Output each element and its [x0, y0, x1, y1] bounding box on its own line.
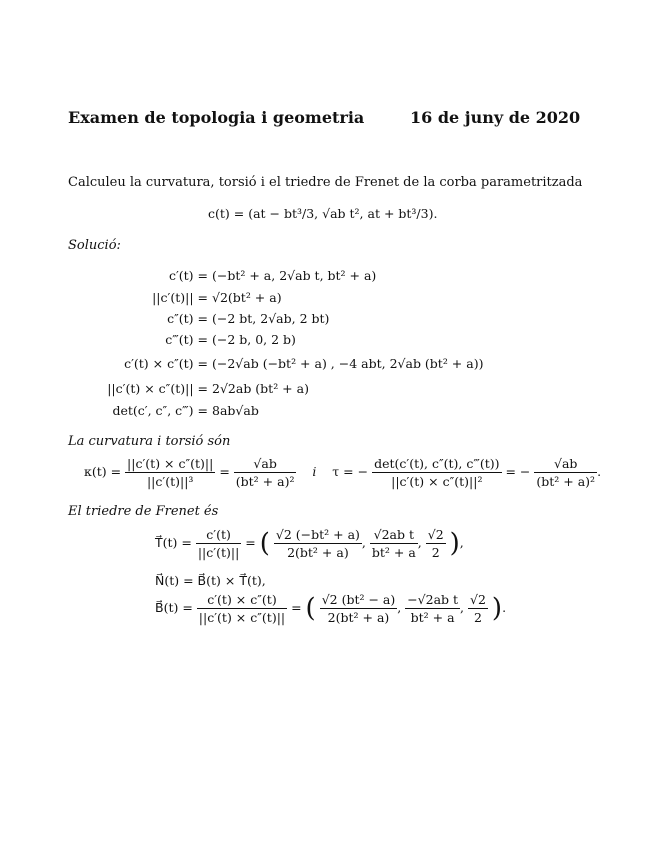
fraction [370, 527, 418, 560]
fraction [196, 527, 241, 560]
deriv-rhs: (−2√ab (−bt² + a) , −4 abt, 2√ab (bt² + a)) [212, 356, 484, 371]
deriv-rhs: (−bt² + a, 2√ab t, bt² + a) [212, 268, 377, 283]
fraction [125, 456, 215, 489]
binormal-equation: B⃗(t) = $\frac{c'(t) \times c''(t)}{||c'(t) \times c''(t)||}$ = ( $\frac{\text{√2 (bt² − a)}}{\text{2(bt² + a)}}$ , $\frac{\text{−√2ab t}}{\text{bt² + a}}$ , $\frac{√2}{2}$ ). [155, 592, 507, 625]
exam-title: Examen de topologia i geometria [68, 108, 365, 127]
numerator: −√2ab t [407, 592, 459, 607]
conjunction: i [312, 464, 317, 479]
deriv-rhs: (−2 b, 0, 2 b) [212, 332, 296, 347]
numerator: √ab [534, 456, 597, 473]
denominator: ||c′(t)||³ [146, 474, 194, 489]
denominator: bt² + a [371, 545, 416, 560]
frenet-label: El triedre de Frenet és [68, 504, 219, 519]
numerator: √2 (bt² − a) [321, 592, 396, 607]
numerator: c′(t) [196, 527, 241, 544]
fraction [274, 527, 362, 560]
deriv-lhs: ||c′(t)|| = [152, 290, 208, 305]
fraction [372, 456, 501, 489]
numerator: ||c′(t) × c″(t)|| [127, 456, 214, 471]
denominator: 2(bt² + a) [327, 610, 390, 625]
numerator: √2 [427, 527, 444, 542]
kappa-tau-equation: κ(t) = $\frac{||c'(t) \times c''(t)||}{\text{||c′(t)||³}}$ = $\frac{√ab}{\text{(bt² + a)²}}$ i τ = − $\frac{\det(c'(t), c''(t), c‴(t))}{\text{||c′(t) × c″(t)||²}}$ = − $\frac{√ab}{\text{(bt² + a)²}}$ . [84, 456, 602, 489]
curvature-label: La curvatura i torsió són [68, 434, 231, 449]
binormal-lhs: B⃗(t) = [155, 600, 193, 615]
numerator: det(c′(t), c″(t), c‴(t)) [374, 456, 500, 471]
tangent-equation: T⃗(t) = $\frac{c'(t)}{||c'(t)||}$ = ( $\frac{\text{√2 (−bt² + a)}}{\text{2(bt² + a)}}$ , $\frac{\text{√2ab t}}{\text{bt² + a}}$ , $\frac{√2}{2}$ ), [155, 527, 464, 560]
deriv-lhs: c″(t) = [167, 311, 208, 326]
deriv-lhs: c‴(t) = [165, 332, 208, 347]
fraction [468, 592, 488, 625]
deriv-lhs: det(c′, c″, c‴) = [112, 403, 208, 418]
fraction [234, 456, 297, 489]
kappa-lhs: κ(t) = [84, 464, 122, 479]
denominator: 2 [431, 545, 440, 560]
numerator: √2ab t [370, 527, 418, 544]
numerator: √ab [234, 456, 297, 473]
numerator: √2 [470, 592, 486, 607]
tau-lhs: τ = − [332, 464, 369, 479]
fraction [320, 592, 398, 625]
denominator: (bt² + a)² [536, 474, 596, 489]
exam-date: 16 de juny de 2020 [410, 108, 581, 127]
fraction [426, 527, 446, 560]
deriv-rhs: 2√2ab (bt² + a) [212, 381, 309, 396]
fraction [197, 592, 287, 625]
deriv-lhs: ||c′(t) × c″(t)|| = [107, 381, 208, 396]
solution-label: Solució: [68, 238, 121, 253]
problem-statement: Calculeu la curvatura, torsió i el triedre de Frenet de la corba parametritzada [68, 175, 583, 190]
denominator: ||c′(t)|| [197, 545, 240, 560]
curve-equation: c(t) = (at − bt³/3, √ab t², at + bt³/3). [208, 206, 438, 221]
numerator: √2 (−bt² + a) [275, 527, 360, 542]
denominator: (bt² + a)² [235, 474, 295, 489]
deriv-lhs: c′(t) = [168, 268, 208, 283]
tangent-lhs: T⃗(t) = [155, 535, 192, 550]
denominator: 2 [473, 610, 482, 625]
denominator: ||c′(t) × c″(t)|| [198, 610, 286, 625]
denominator: ||c′(t) × c″(t)||² [391, 474, 483, 489]
deriv-rhs: √2(bt² + a) [212, 290, 282, 305]
denominator: bt² + a [410, 610, 455, 625]
numerator: c′(t) × c″(t) [197, 592, 287, 609]
deriv-rhs: 8ab√ab [212, 403, 259, 418]
fraction [534, 456, 597, 489]
denominator: 2(bt² + a) [287, 545, 349, 560]
fraction [405, 592, 460, 625]
deriv-lhs: c′(t) × c″(t) = [124, 356, 208, 371]
deriv-rhs: (−2 bt, 2√ab, 2 bt) [212, 311, 330, 326]
normal-equation: N⃗(t) = B⃗(t) × T⃗(t), [155, 573, 266, 588]
